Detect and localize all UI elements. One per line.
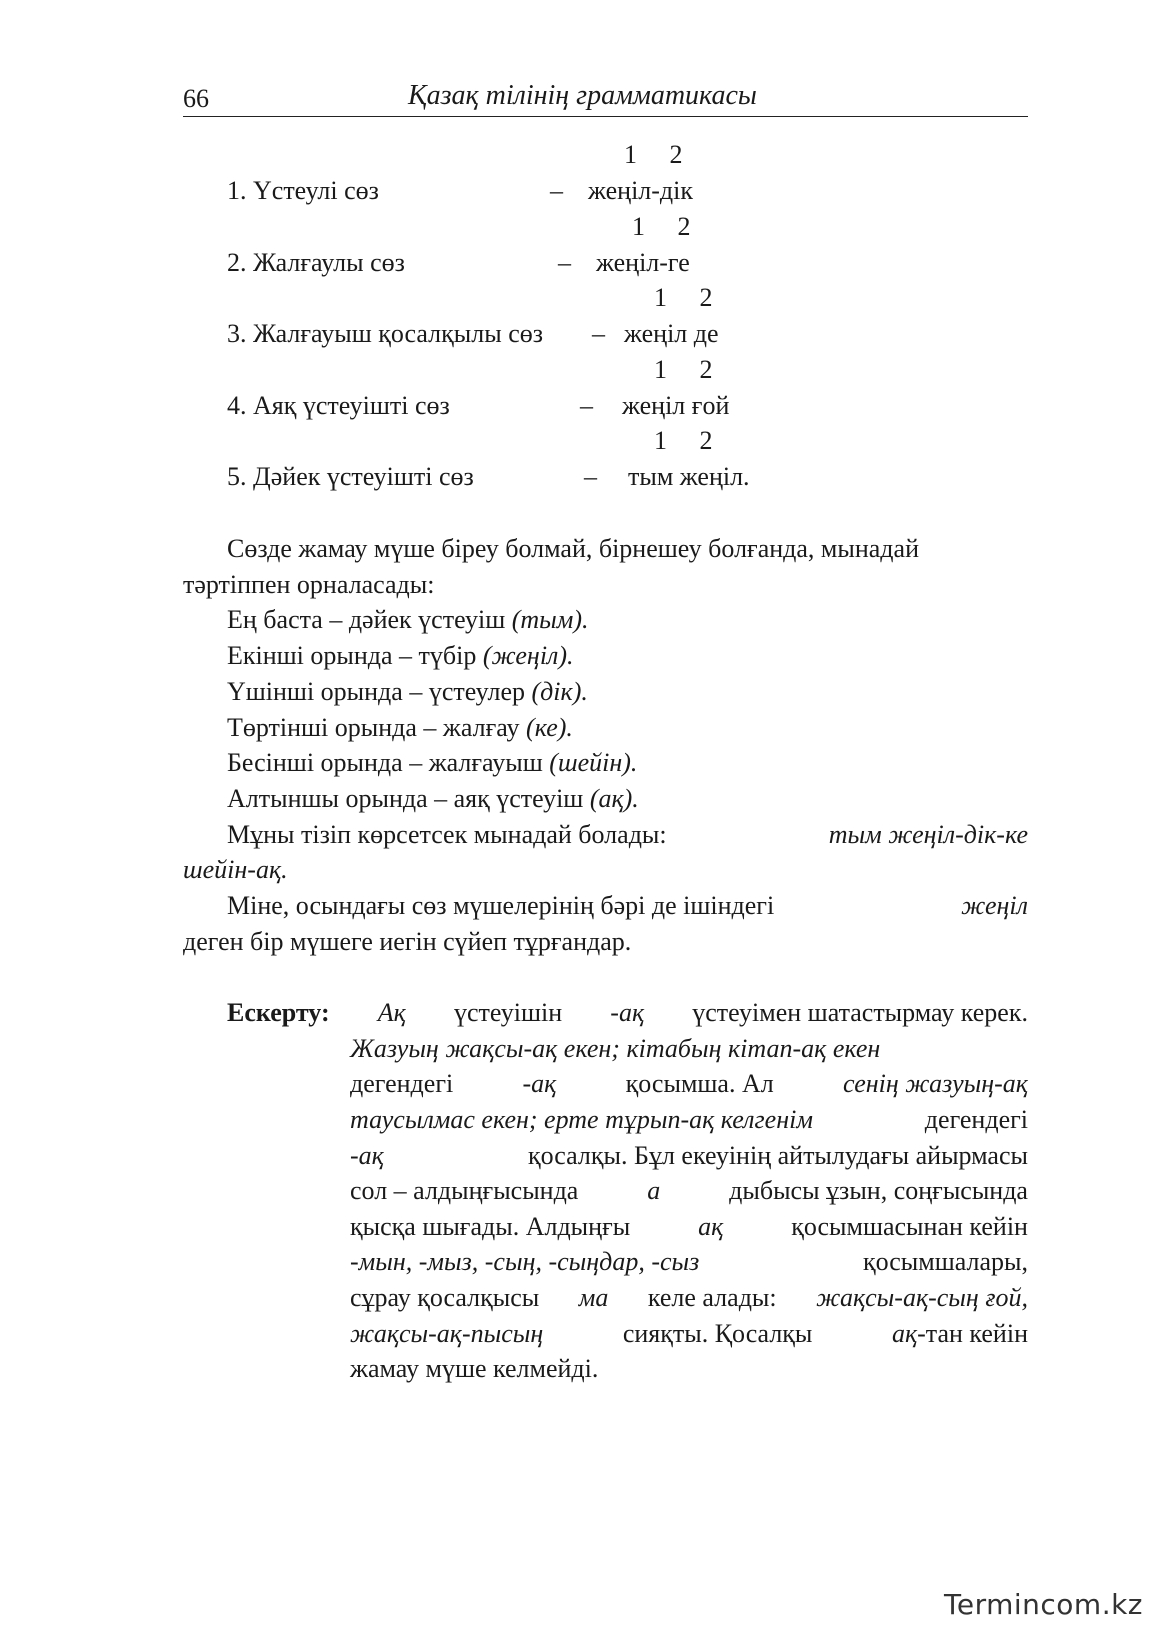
note-word: дыбысы ұзын, соңғысында — [729, 1176, 1028, 1205]
note-word: қосымшасынан кейін — [791, 1212, 1028, 1241]
note-example: жақсы-ақ-пысың — [350, 1319, 544, 1348]
note-example: Жазуың жақсы-ақ екен; кітабың кітап-ақ екен — [350, 1034, 881, 1063]
note-word: ақ — [698, 1212, 724, 1241]
intro-line-2: тәртіппен орналасады: — [183, 570, 435, 599]
conclusion-example: жеңіл — [961, 891, 1028, 920]
note-example: -мын, -мыз, -сың, -сыңдар, -сыз — [350, 1247, 700, 1276]
note-word: -ақ — [610, 998, 645, 1027]
watermark-text: Termincom.kz — [944, 1588, 1144, 1621]
order-item-5 — [227, 748, 637, 778]
note-word: үстеуішін — [453, 998, 563, 1027]
form-index-5: 1 2 — [654, 426, 713, 455]
summary-example-2: шейін-ақ. — [183, 855, 288, 884]
summary-line-1 — [227, 820, 1028, 850]
note-word: -тан кейін — [917, 1319, 1028, 1348]
note-word: сұрау қосалқысы — [350, 1283, 540, 1312]
order-example-6: (ақ). — [589, 784, 639, 813]
note-word: дегендегі — [924, 1105, 1028, 1134]
watermark-logo — [944, 1588, 1144, 1628]
conclusion-text-1: Міне, осындағы сөз мүшелерінің бәрі де ішіндегі — [227, 891, 775, 920]
form-index-1: 1 2 — [624, 140, 683, 169]
note-word: -ақ — [522, 1069, 557, 1098]
note-word: -ақ — [350, 1141, 384, 1170]
note-line-9 — [350, 1283, 1028, 1313]
form-label-3: 3. Жалғауыш қосалқылы сөз — [227, 319, 543, 348]
note-word: қосымша. Ал — [625, 1069, 774, 1098]
page-header — [183, 78, 1028, 117]
note-example: таусылмас екен; ерте тұрып-ақ келгенім — [350, 1105, 813, 1134]
order-item-6 — [227, 784, 639, 814]
note-word: а — [647, 1176, 661, 1205]
summary-line-2 — [183, 855, 288, 885]
form-word-4: жеңіл ғой — [622, 391, 730, 420]
note-word: сол – алдыңғысында — [350, 1176, 579, 1205]
note-line-4 — [350, 1105, 1028, 1135]
order-item-4 — [227, 713, 573, 743]
form-index-4: 1 2 — [654, 355, 713, 384]
order-text-5: Бесінші орында – жалғауыш — [227, 748, 550, 777]
note-word-group — [892, 1319, 1028, 1349]
form-dash-2: – — [558, 248, 571, 277]
note-line-2 — [350, 1034, 1028, 1064]
order-text-6: Алтыншы орында – аяқ үстеуіш — [227, 784, 590, 813]
form-index-2: 1 2 — [632, 212, 691, 241]
order-text-4: Төртінші орында – жалғау — [227, 713, 527, 742]
form-label-4: 4. Аяқ үстеуішті сөз — [227, 391, 450, 420]
note-line-11: жамау мүше келмейді. — [350, 1354, 599, 1383]
running-title: Қазақ тілінің грамматикасы — [408, 80, 757, 111]
note-word: ма — [578, 1283, 609, 1312]
form-label-5: 5. Дәйек үстеуішті сөз — [227, 462, 474, 491]
form-dash-3: – — [592, 319, 605, 348]
intro-line-1 — [227, 534, 1028, 564]
summary-example-1: тым жеңіл-дік-ке — [828, 820, 1028, 849]
note-word: сияқты. Қосалқы — [622, 1319, 813, 1348]
note-word: қосалқы. Бұл екеуінің айтылудағы айырмасы — [528, 1141, 1028, 1170]
conclusion-line-2: деген бір мүшеге иегін сүйеп тұрғандар. — [183, 927, 632, 956]
note-line-7 — [350, 1212, 1028, 1242]
form-label-1: 1. Үстеулі сөз — [227, 176, 379, 205]
note-word: қосымшалары, — [862, 1247, 1028, 1276]
order-example-3: (дік). — [531, 677, 588, 706]
intro-text-1: Сөзде жамау мүше біреу болмай, бірнешеу болғанда, мынадай — [227, 534, 919, 563]
order-item-2 — [227, 641, 574, 671]
note-line-8 — [350, 1247, 1028, 1277]
order-example-1: (тым). — [511, 605, 589, 634]
note-word: Ақ — [377, 998, 406, 1027]
form-word-5: тым жеңіл. — [628, 462, 750, 491]
note-label: Ескерту: — [227, 998, 330, 1027]
order-text-1: Ең баста – дәйек үстеуіш — [227, 605, 512, 634]
note-line-6 — [350, 1176, 1028, 1206]
note-example: жақсы-ақ-сың ғой, — [816, 1283, 1028, 1312]
form-label-2: 2. Жалғаулы сөз — [227, 248, 405, 277]
form-word-3: жеңіл де — [624, 319, 719, 348]
form-dash-4: – — [580, 391, 593, 420]
note-example: сенің жазуың-ақ — [843, 1069, 1028, 1098]
order-example-4: (ке). — [526, 713, 573, 742]
note-word: дегендегі — [350, 1069, 454, 1098]
form-dash-5: – — [584, 462, 597, 491]
form-index-3: 1 2 — [654, 283, 713, 312]
order-item-1 — [227, 605, 589, 635]
page-number: 66 — [183, 84, 209, 113]
order-example-2: (жеңіл). — [482, 641, 574, 670]
note-line-5 — [350, 1141, 1028, 1171]
order-text-3: Үшінші орында – үстеулер — [227, 677, 532, 706]
note-line-1 — [227, 998, 1028, 1028]
order-text-2: Екінші орында – түбір — [227, 641, 483, 670]
note-word: қысқа шығады. Алдыңғы — [350, 1212, 631, 1241]
order-example-5: (шейін). — [549, 748, 638, 777]
summary-text: Мұны тізіп көрсетсек мынадай болады: — [227, 820, 667, 849]
note-line-10 — [350, 1319, 1028, 1349]
form-dash-1: – — [550, 176, 563, 205]
note-line-3 — [350, 1069, 1028, 1099]
form-word-1: жеңіл-дік — [588, 176, 694, 205]
note-word: ақ — [891, 1319, 918, 1348]
conclusion-line-1 — [227, 891, 1028, 921]
order-item-3 — [227, 677, 588, 707]
form-word-2: жеңіл-ге — [596, 248, 690, 277]
note-word: келе алады: — [647, 1283, 777, 1312]
note-word: үстеуімен шатастырмау керек. — [692, 998, 1028, 1027]
